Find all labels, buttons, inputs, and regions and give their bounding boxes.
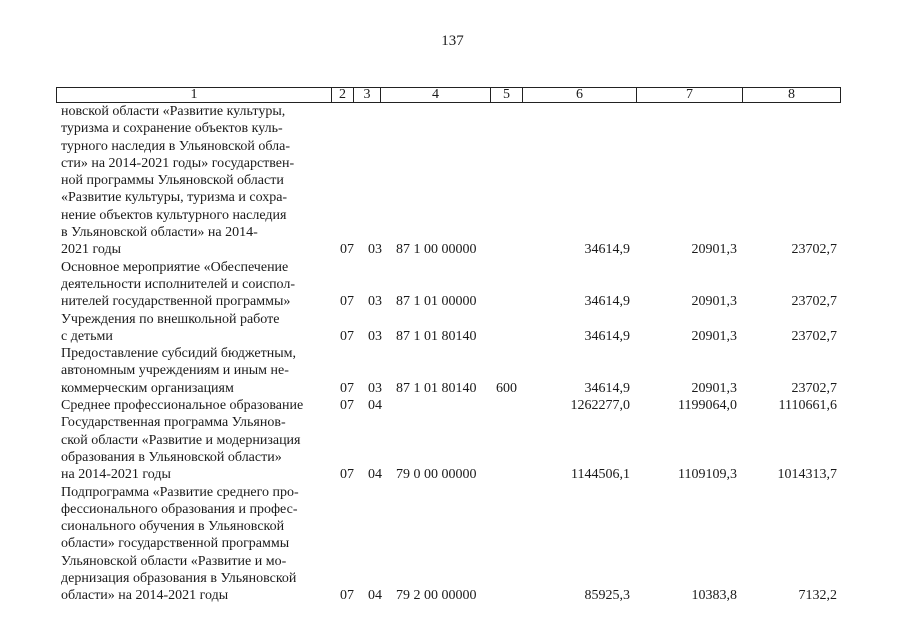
row-description: Основное мероприятие «Обеспечение деятельности исполнителей и соиспол- нителей государственной программы» <box>61 259 296 310</box>
row-subsection: 03 <box>368 242 382 258</box>
row-amount-col6: 34614,9 <box>584 380 630 396</box>
row-expense-type: 600 <box>496 380 517 396</box>
row-target-article: 87 1 01 80140 <box>396 328 477 344</box>
row-amount-col7: 20901,3 <box>691 294 737 310</box>
row-amount-col6: 34614,9 <box>584 328 630 344</box>
header-col-2: 2 <box>332 88 354 102</box>
table-row <box>0 484 905 605</box>
row-amount-col8: 1110661,6 <box>778 398 837 414</box>
table-body <box>0 103 905 605</box>
table-row <box>0 259 905 311</box>
table-row <box>0 311 905 346</box>
row-amount-col8: 23702,7 <box>791 328 837 344</box>
row-amount-col6: 34614,9 <box>584 242 630 258</box>
row-section: 07 <box>340 398 354 414</box>
table-header <box>56 87 841 103</box>
row-section: 07 <box>340 588 354 604</box>
header-col-3: 3 <box>354 88 381 102</box>
row-section: 07 <box>340 294 354 310</box>
row-amount-col8: 7132,2 <box>798 588 837 604</box>
row-section: 07 <box>340 380 354 396</box>
table-row <box>0 103 905 259</box>
row-amount-col8: 23702,7 <box>791 294 837 310</box>
row-amount-col7: 20901,3 <box>691 242 737 258</box>
row-description: новской области «Развитие культуры, туризма и сохранение объектов куль- турного наследия в Ульяновской обла- сти» на 2014-2021 годы» государствен- ной программы Ульяновской области «Развитие культуры, туризма и сохра- нение объектов культурного наследия в Ульяновской области» на 2014- 2021 годы <box>61 104 295 258</box>
header-col-5: 5 <box>491 88 523 102</box>
header-col-1: 1 <box>57 88 332 102</box>
table-row <box>0 345 905 397</box>
row-target-article: 79 2 00 00000 <box>396 588 477 604</box>
row-target-article: 87 1 01 80140 <box>396 380 477 396</box>
row-description: Учреждения по внешкольной работе с детьми <box>61 311 280 344</box>
row-amount-col7: 1199064,0 <box>678 398 737 414</box>
row-amount-col7: 1109109,3 <box>678 467 737 483</box>
row-subsection: 03 <box>368 380 382 396</box>
row-amount-col6: 1262277,0 <box>570 398 630 414</box>
row-amount-col8: 23702,7 <box>791 242 837 258</box>
row-amount-col7: 10383,8 <box>691 588 737 604</box>
header-col-7: 7 <box>637 88 743 102</box>
header-col-6: 6 <box>523 88 637 102</box>
row-amount-col8: 23702,7 <box>791 380 837 396</box>
row-subsection: 04 <box>368 467 382 483</box>
row-subsection: 03 <box>368 294 382 310</box>
header-col-8: 8 <box>788 87 795 102</box>
row-subsection: 03 <box>368 328 382 344</box>
row-amount-col8: 1014313,7 <box>777 467 837 483</box>
row-section: 07 <box>340 242 354 258</box>
row-description: Среднее профессиональное образование <box>61 398 304 414</box>
row-target-article: 87 1 01 00000 <box>396 294 477 310</box>
row-target-article: 79 0 00 00000 <box>396 467 477 483</box>
row-target-article: 87 1 00 00000 <box>396 242 477 258</box>
header-col-4: 4 <box>381 88 491 102</box>
row-description: Предоставление субсидий бюджетным, автономным учреждениям и иным не- коммерческим организациям <box>61 346 297 396</box>
row-section: 07 <box>340 328 354 344</box>
row-section: 07 <box>340 467 354 483</box>
row-amount-col6: 1144506,1 <box>571 467 630 483</box>
row-amount-col6: 85925,3 <box>584 588 630 604</box>
row-amount-col6: 34614,9 <box>584 294 630 310</box>
row-amount-col7: 20901,3 <box>691 380 737 396</box>
row-description: Подпрограмма «Развитие среднего про- фессионального образования и профес- сионального обучения в Ульяновской области» государственной программы Ульяновской области «Развитие и мо- дернизация образования в Ульяновской области» на 2014-2021 годы <box>61 484 299 604</box>
page-number: 137 <box>441 33 464 49</box>
row-description: Государственная программа Ульянов- ской области «Развитие и модернизация образования в Ульяновской области» на 2014-2021 годы <box>61 415 301 483</box>
row-subsection: 04 <box>368 398 382 414</box>
table-row <box>0 397 905 414</box>
row-amount-col7: 20901,3 <box>691 328 737 344</box>
row-subsection: 04 <box>368 588 382 604</box>
table-row <box>0 414 905 483</box>
